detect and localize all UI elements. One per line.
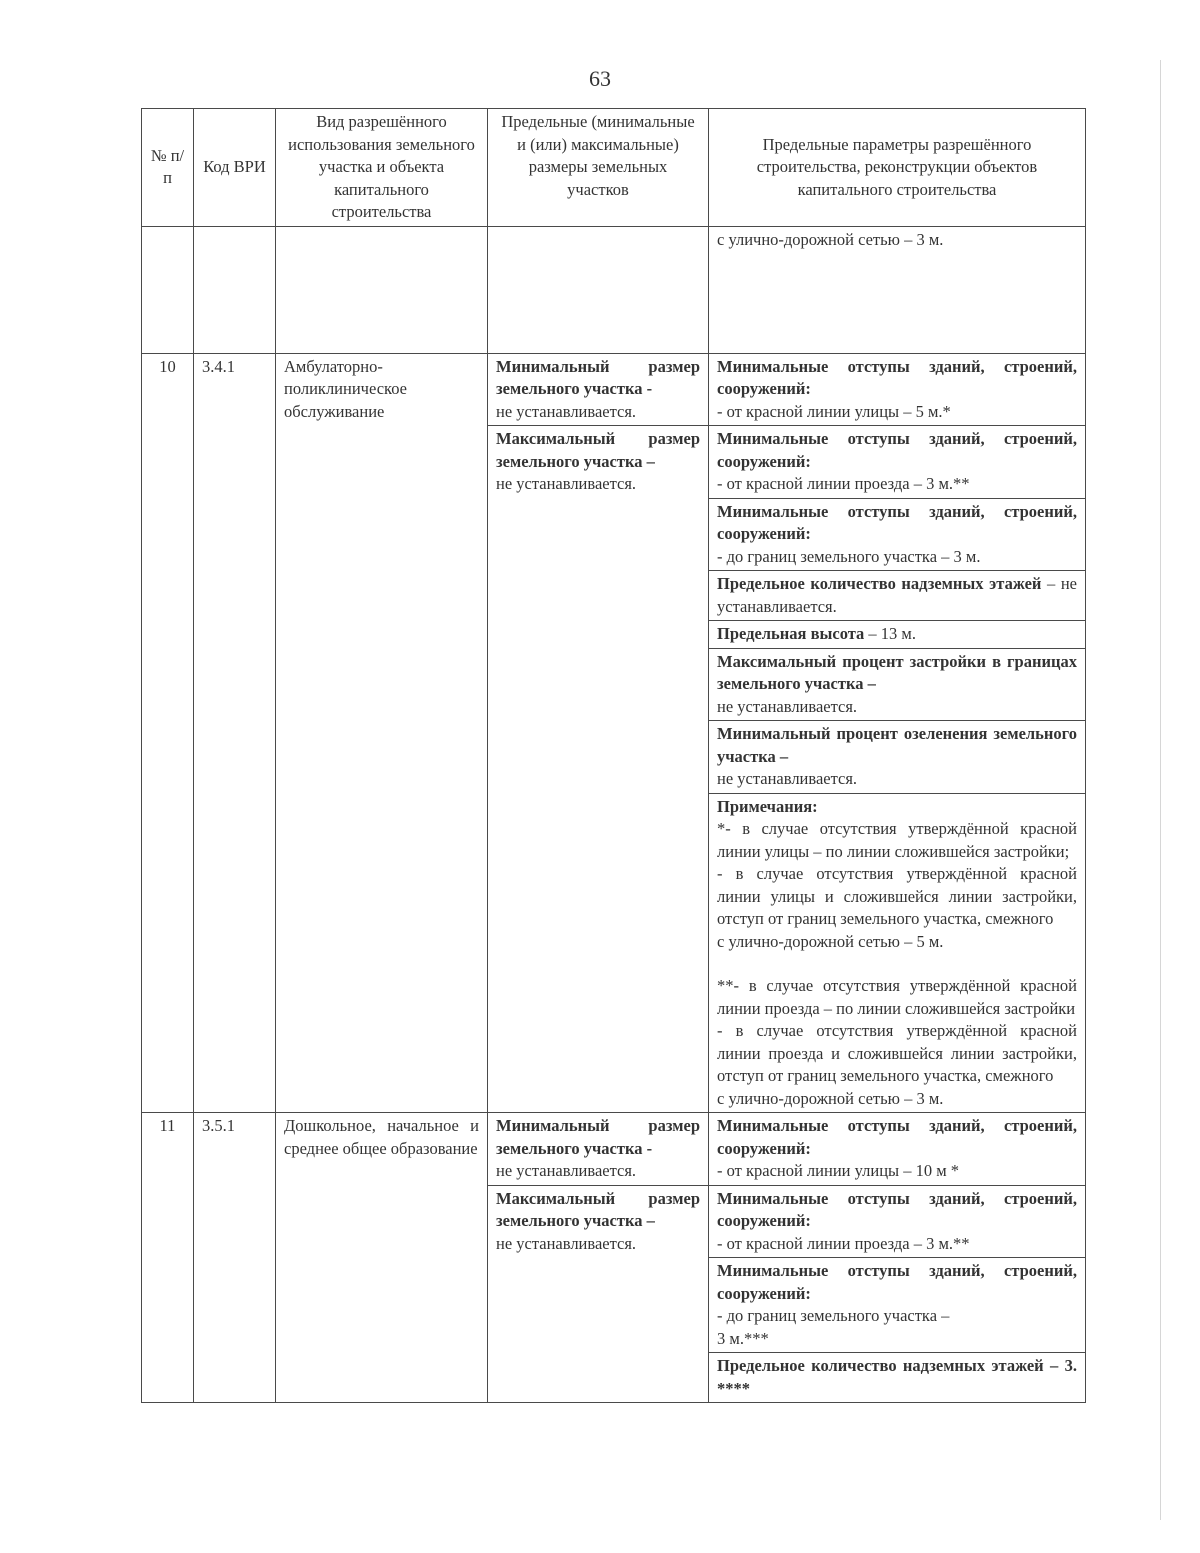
table-header-row: [142, 109, 1086, 227]
continuation-text: с улично-дорожной сетью – 3 м.: [709, 226, 1086, 353]
max-size-title: Максимальный размер земельного участка –: [496, 1188, 700, 1230]
param-title: Минимальные отступы зданий, строений, сооружений:: [717, 1188, 1077, 1230]
max-size-title: Максимальный размер земельного участка –: [496, 429, 700, 471]
notes-cell: [709, 793, 1086, 1113]
param-title: Предельное количество надземных этажей – 3. ****: [717, 1356, 1077, 1398]
row-use-name: Амбулаторно-поликлиническое обслуживание: [276, 353, 488, 1113]
notes-title: Примечания:: [717, 796, 818, 816]
param-title: Предельная высота: [717, 624, 865, 643]
table-row: [142, 353, 1086, 426]
param-value: - от красной линии улицы – 10 м *: [717, 1161, 960, 1180]
header-parameters: Предельные параметры разрешённого строительства, реконструкции объектов капитального строительства: [709, 109, 1086, 227]
param-value: - от красной линии проезда – 3 м.**: [717, 474, 970, 493]
header-use-type: Вид разрешённого использования земельного участка и объекта капитального строительства: [276, 109, 488, 227]
header-plot-size: Предельные (минимальные и (или) максимальные) размеры земельных участков: [488, 109, 709, 227]
param-cell: [709, 621, 1086, 649]
min-size-value: не устанавливается.: [496, 1161, 637, 1180]
param-value: - до границ земельного участка –: [717, 1306, 950, 1325]
param-title: Минимальные отступы зданий, строений, сооружений:: [717, 1116, 1077, 1158]
page-number: 63: [589, 66, 611, 91]
note-text: **- в случае отсутствия утверждённой красной линии проезда – по линии сложившейся застройки: [717, 976, 1077, 1018]
param-cell: [709, 1353, 1086, 1403]
header-code: Код ВРИ: [194, 109, 276, 227]
note-text: - в случае отсутствия утверждённой красной линии улицы и сложившейся линии застройки, отступ от границ земельного участка, смежного: [717, 864, 1077, 928]
row-number: 10: [142, 353, 194, 1113]
param-title: Минимальные отступы зданий, строений, сооружений:: [717, 429, 1077, 471]
param-title: Минимальные отступы зданий, строений, сооружений:: [717, 501, 1077, 543]
cell-empty: [488, 226, 709, 353]
min-plot-size: [488, 1113, 709, 1186]
max-plot-size: [488, 426, 709, 1113]
cell-empty: [276, 226, 488, 353]
table-row: [142, 1113, 1086, 1186]
param-title: Максимальный процент застройки в границах земельного участка –: [717, 651, 1077, 693]
land-use-regulations-table: [141, 108, 1086, 1403]
header-number: № п/п: [142, 109, 194, 227]
max-size-value: не устанавливается.: [496, 1233, 637, 1253]
min-size-title: Минимальный размер земельного участка -: [496, 356, 700, 398]
row-code: 3.5.1: [194, 1113, 276, 1403]
param-cell: [709, 648, 1086, 721]
param-value: 3 м.***: [717, 1328, 769, 1348]
param-cell: [709, 1185, 1086, 1258]
param-cell: [709, 721, 1086, 794]
note-text: - в случае отсутствия утверждённой красной линии проезда и сложившейся линии застройки, отступ от границ земельного участка, смежного: [717, 1021, 1077, 1085]
param-cell: [709, 1258, 1086, 1353]
param-title: Минимальные отступы зданий, строений, сооружений:: [717, 1261, 1077, 1303]
max-size-value: не устанавливается.: [496, 474, 637, 493]
max-plot-size: [488, 1185, 709, 1403]
param-value: - от красной линии улицы – 5 м.*: [717, 401, 951, 421]
param-value: - от красной линии проезда – 3 м.**: [717, 1233, 970, 1253]
page-edge-line: [1160, 60, 1161, 1520]
row-code: 3.4.1: [194, 353, 276, 1113]
param-cell: [709, 571, 1086, 621]
cell-empty: [142, 226, 194, 353]
param-value: не устанавливается.: [717, 696, 858, 716]
note-text: *- в случае отсутствия утверждённой красной линии улицы – по линии сложившейся застройки;: [717, 819, 1077, 861]
table-row-continuation: [142, 226, 1086, 353]
note-text: с улично-дорожной сетью – 5 м.: [717, 931, 944, 951]
param-title: Предельное количество надземных этажей: [717, 574, 1042, 593]
param-title: Минимальный процент озеленения земельного участка –: [717, 724, 1077, 766]
row-use-name: Дошкольное, начальное и среднее общее образование: [276, 1113, 488, 1403]
row-number: 11: [142, 1113, 194, 1403]
param-value: – 13 м.: [864, 624, 916, 643]
note-text: с улично-дорожной сетью – 3 м.: [717, 1088, 944, 1108]
param-cell: [709, 426, 1086, 499]
param-cell: [709, 1113, 1086, 1186]
min-size-title: Минимальный размер земельного участка -: [496, 1116, 700, 1158]
cell-empty: [194, 226, 276, 353]
param-value: - до границ земельного участка – 3 м.: [717, 546, 981, 566]
param-value: не устанавливается.: [717, 769, 858, 788]
param-cell: [709, 498, 1086, 571]
min-plot-size: [488, 353, 709, 426]
param-cell: [709, 353, 1086, 426]
param-value: – не устанавливается.: [717, 574, 1077, 616]
param-title: Минимальные отступы зданий, строений, сооружений:: [717, 356, 1077, 398]
min-size-value: не устанавливается.: [496, 401, 637, 421]
